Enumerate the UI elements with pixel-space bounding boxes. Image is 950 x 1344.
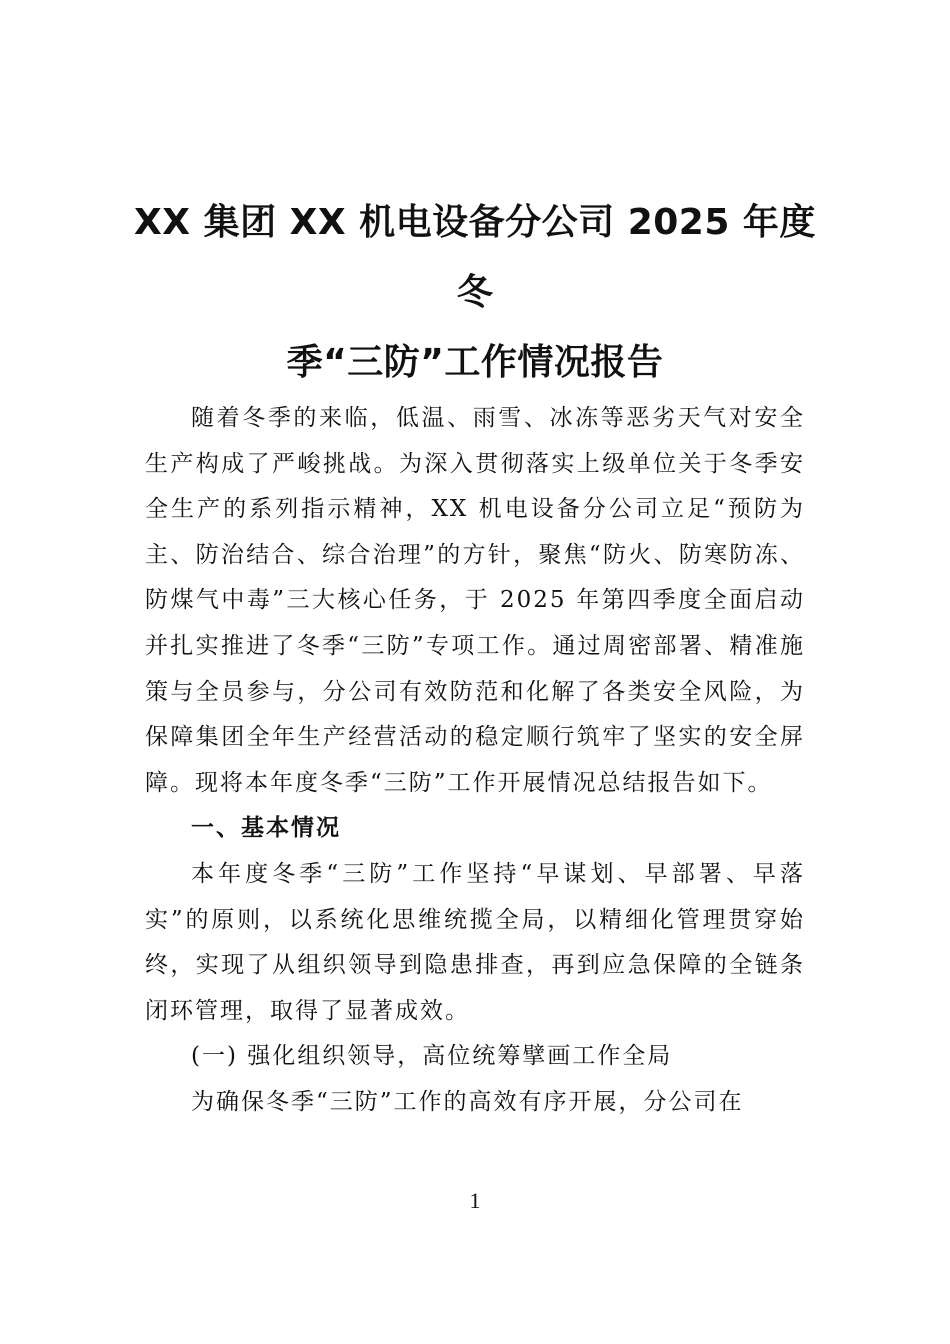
document-title xyxy=(120,188,830,398)
subsection-heading-organization: (一) 强化组织领导，高位统筹擘画工作全局 xyxy=(191,1043,673,1070)
document-title-line-1: XX 集团 XX 机电设备分公司 2025 年度冬 xyxy=(134,202,816,313)
document-body xyxy=(145,396,805,1126)
section-heading-basic-situation: 一、基本情况 xyxy=(191,815,341,842)
document-title-line-2: 季“三防”工作情况报告 xyxy=(286,342,664,383)
intro-paragraph: 随着冬季的来临，低温、雨雪、冰冻等恶劣天气对安全生产构成了严峻挑战。为深入贯彻落实上级单位关于冬季安全生产的系列指示精神，XX 机电设备分公司立足“预防为主、防治结合、综合治理”的方针，聚焦“防火、防寒防冻、防煤气中毒”三大核心任务，于 2025 年第四季度全面启动并扎实推进了冬季“三防”专项工作。通过周密部署、精准施策与全员参与，分公司有效防范和化解了各类安全风险，为保障集团全年生产经营活动的稳定顺行筑牢了坚实的安全屏障。现将本年度冬季“三防”工作开展情况总结报告如下。 xyxy=(145,405,805,796)
section-paragraph-basic-situation: 本年度冬季“三防”工作坚持“早谋划、早部署、早落实”的原则，以系统化思维统揽全局，以精细化管理贯穿始终，实现了从组织领导到隐患排查，再到应急保障的全链条闭环管理，取得了显著成效。 xyxy=(145,860,805,1024)
page-number: 1 xyxy=(469,1188,481,1213)
subsection-paragraph-organization: 为确保冬季“三防”工作的高效有序开展，分公司在 xyxy=(191,1088,744,1115)
